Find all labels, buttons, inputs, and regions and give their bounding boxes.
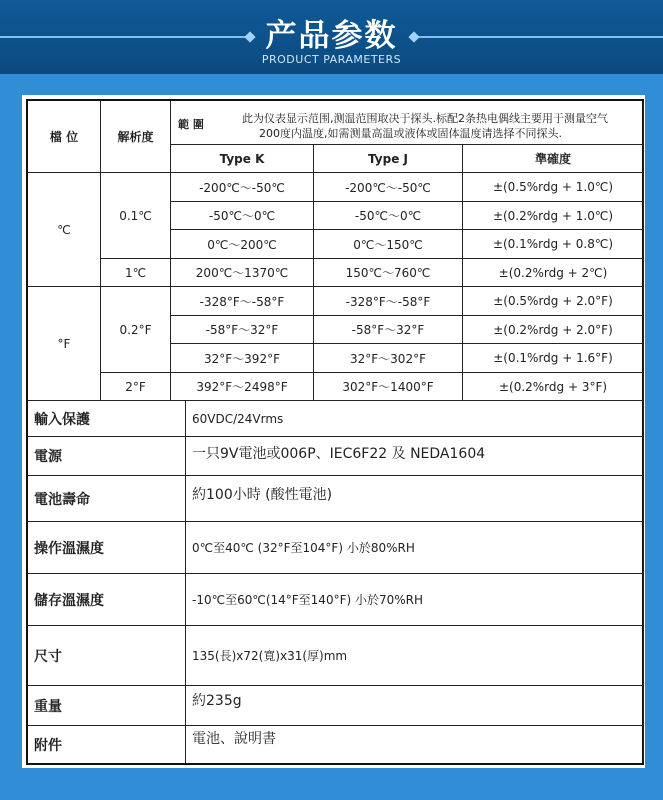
row-0-type-j: -200℃～-50℃ — [314, 173, 463, 202]
row-3-type-j: 150℃～760℃ — [314, 259, 463, 287]
page-subtitle: PRODUCT PARAMETERS — [261, 53, 402, 66]
spec-label-operating-temp: 操作溫濕度 — [28, 522, 186, 574]
row-4-type-k: -328°F～-58°F — [171, 287, 314, 316]
row-2-type-j: 0℃～150℃ — [314, 230, 463, 259]
spec-label-accessories: 附件 — [28, 726, 186, 763]
spec-value-operating-temp: 0℃至40℃ (32°F至104°F) 小於80%RH — [186, 522, 644, 574]
row-0-type-k: -200℃～-50℃ — [171, 173, 314, 202]
unit-fahrenheit: °F — [28, 287, 101, 401]
row-2-accuracy: ±(0.1%rdg + 0.8℃) — [463, 230, 644, 259]
page-title: 产品参数 — [265, 18, 398, 54]
accuracy-header: 準確度 — [463, 145, 644, 173]
resolution-c2: 1℃ — [101, 259, 171, 287]
row-6-type-k: 32°F～392°F — [171, 344, 314, 373]
spec-label-weight: 重量 — [28, 686, 186, 726]
range-note-line-1: 此为仪表显示范围,测温范围取决于探头.标配2条热电偶线主要用于测量空气 — [242, 112, 608, 125]
spec-label-input-protection: 輸入保護 — [28, 401, 186, 437]
row-7-accuracy: ±(0.2%rdg + 3°F) — [463, 373, 644, 401]
row-0-accuracy: ±(0.5%rdg + 1.0℃) — [463, 173, 644, 202]
row-3-type-k: 200℃～1370℃ — [171, 259, 314, 287]
row-6-type-j: 32°F～302°F — [314, 344, 463, 373]
spec-value-dimensions: 135(長)x72(寬)x31(厚)mm — [186, 626, 644, 686]
resolution-f2: 2°F — [101, 373, 171, 401]
row-7-type-j: 302°F～1400°F — [314, 373, 463, 401]
row-4-type-j: -328°F～-58°F — [314, 287, 463, 316]
spec-value-input-protection: 60VDC/24Vrms — [186, 401, 644, 437]
col-range-label: 檔 位 — [28, 101, 101, 173]
unit-celsius: ℃ — [28, 173, 101, 287]
spec-value-weight: 約235g — [186, 686, 644, 726]
type-j-header: Type J — [314, 145, 463, 173]
row-5-accuracy: ±(0.2%rdg + 2.0°F) — [463, 316, 644, 344]
spec-label-power: 電源 — [28, 437, 186, 476]
range-note-line-2: 200度内温度,如需测量高温或液体或固体温度请选择不同探头. — [259, 127, 562, 140]
spec-value-power: 一只9V電池或006P、IEC6F22 及 NEDA1604 — [186, 437, 644, 476]
row-3-accuracy: ±(0.2%rdg + 2℃) — [463, 259, 644, 287]
spec-table — [26, 99, 644, 765]
row-6-accuracy: ±(0.1%rdg + 1.6°F) — [463, 344, 644, 373]
spec-label-dimensions: 尺寸 — [28, 626, 186, 686]
row-1-accuracy: ±(0.2%rdg + 1.0℃) — [463, 202, 644, 230]
spec-value-accessories: 電池、說明書 — [186, 726, 644, 763]
col-resolution-label: 解析度 — [101, 101, 171, 173]
row-2-type-k: 0℃～200℃ — [171, 230, 314, 259]
resolution-f1: 0.2°F — [101, 287, 171, 373]
row-4-accuracy: ±(0.5%rdg + 2.0°F) — [463, 287, 644, 316]
spec-value-battery-life: 約100小時 (酸性電池) — [186, 476, 644, 522]
header-banner — [0, 0, 663, 74]
row-1-type-k: -50℃～0℃ — [171, 202, 314, 230]
spec-value-storage-temp: -10℃至60℃(14°F至140°F) 小於70%RH — [186, 574, 644, 626]
spec-label-storage-temp: 儲存溫濕度 — [28, 574, 186, 626]
resolution-c1: 0.1℃ — [101, 173, 171, 259]
range-title: 範 圍 — [178, 118, 204, 131]
row-5-type-j: -58°F～32°F — [314, 316, 463, 344]
row-1-type-j: -50℃～0℃ — [314, 202, 463, 230]
row-7-type-k: 392°F～2498°F — [171, 373, 314, 401]
spec-label-battery-life: 電池壽命 — [28, 476, 186, 522]
row-5-type-k: -58°F～32°F — [171, 316, 314, 344]
type-k-header: Type K — [171, 145, 314, 173]
